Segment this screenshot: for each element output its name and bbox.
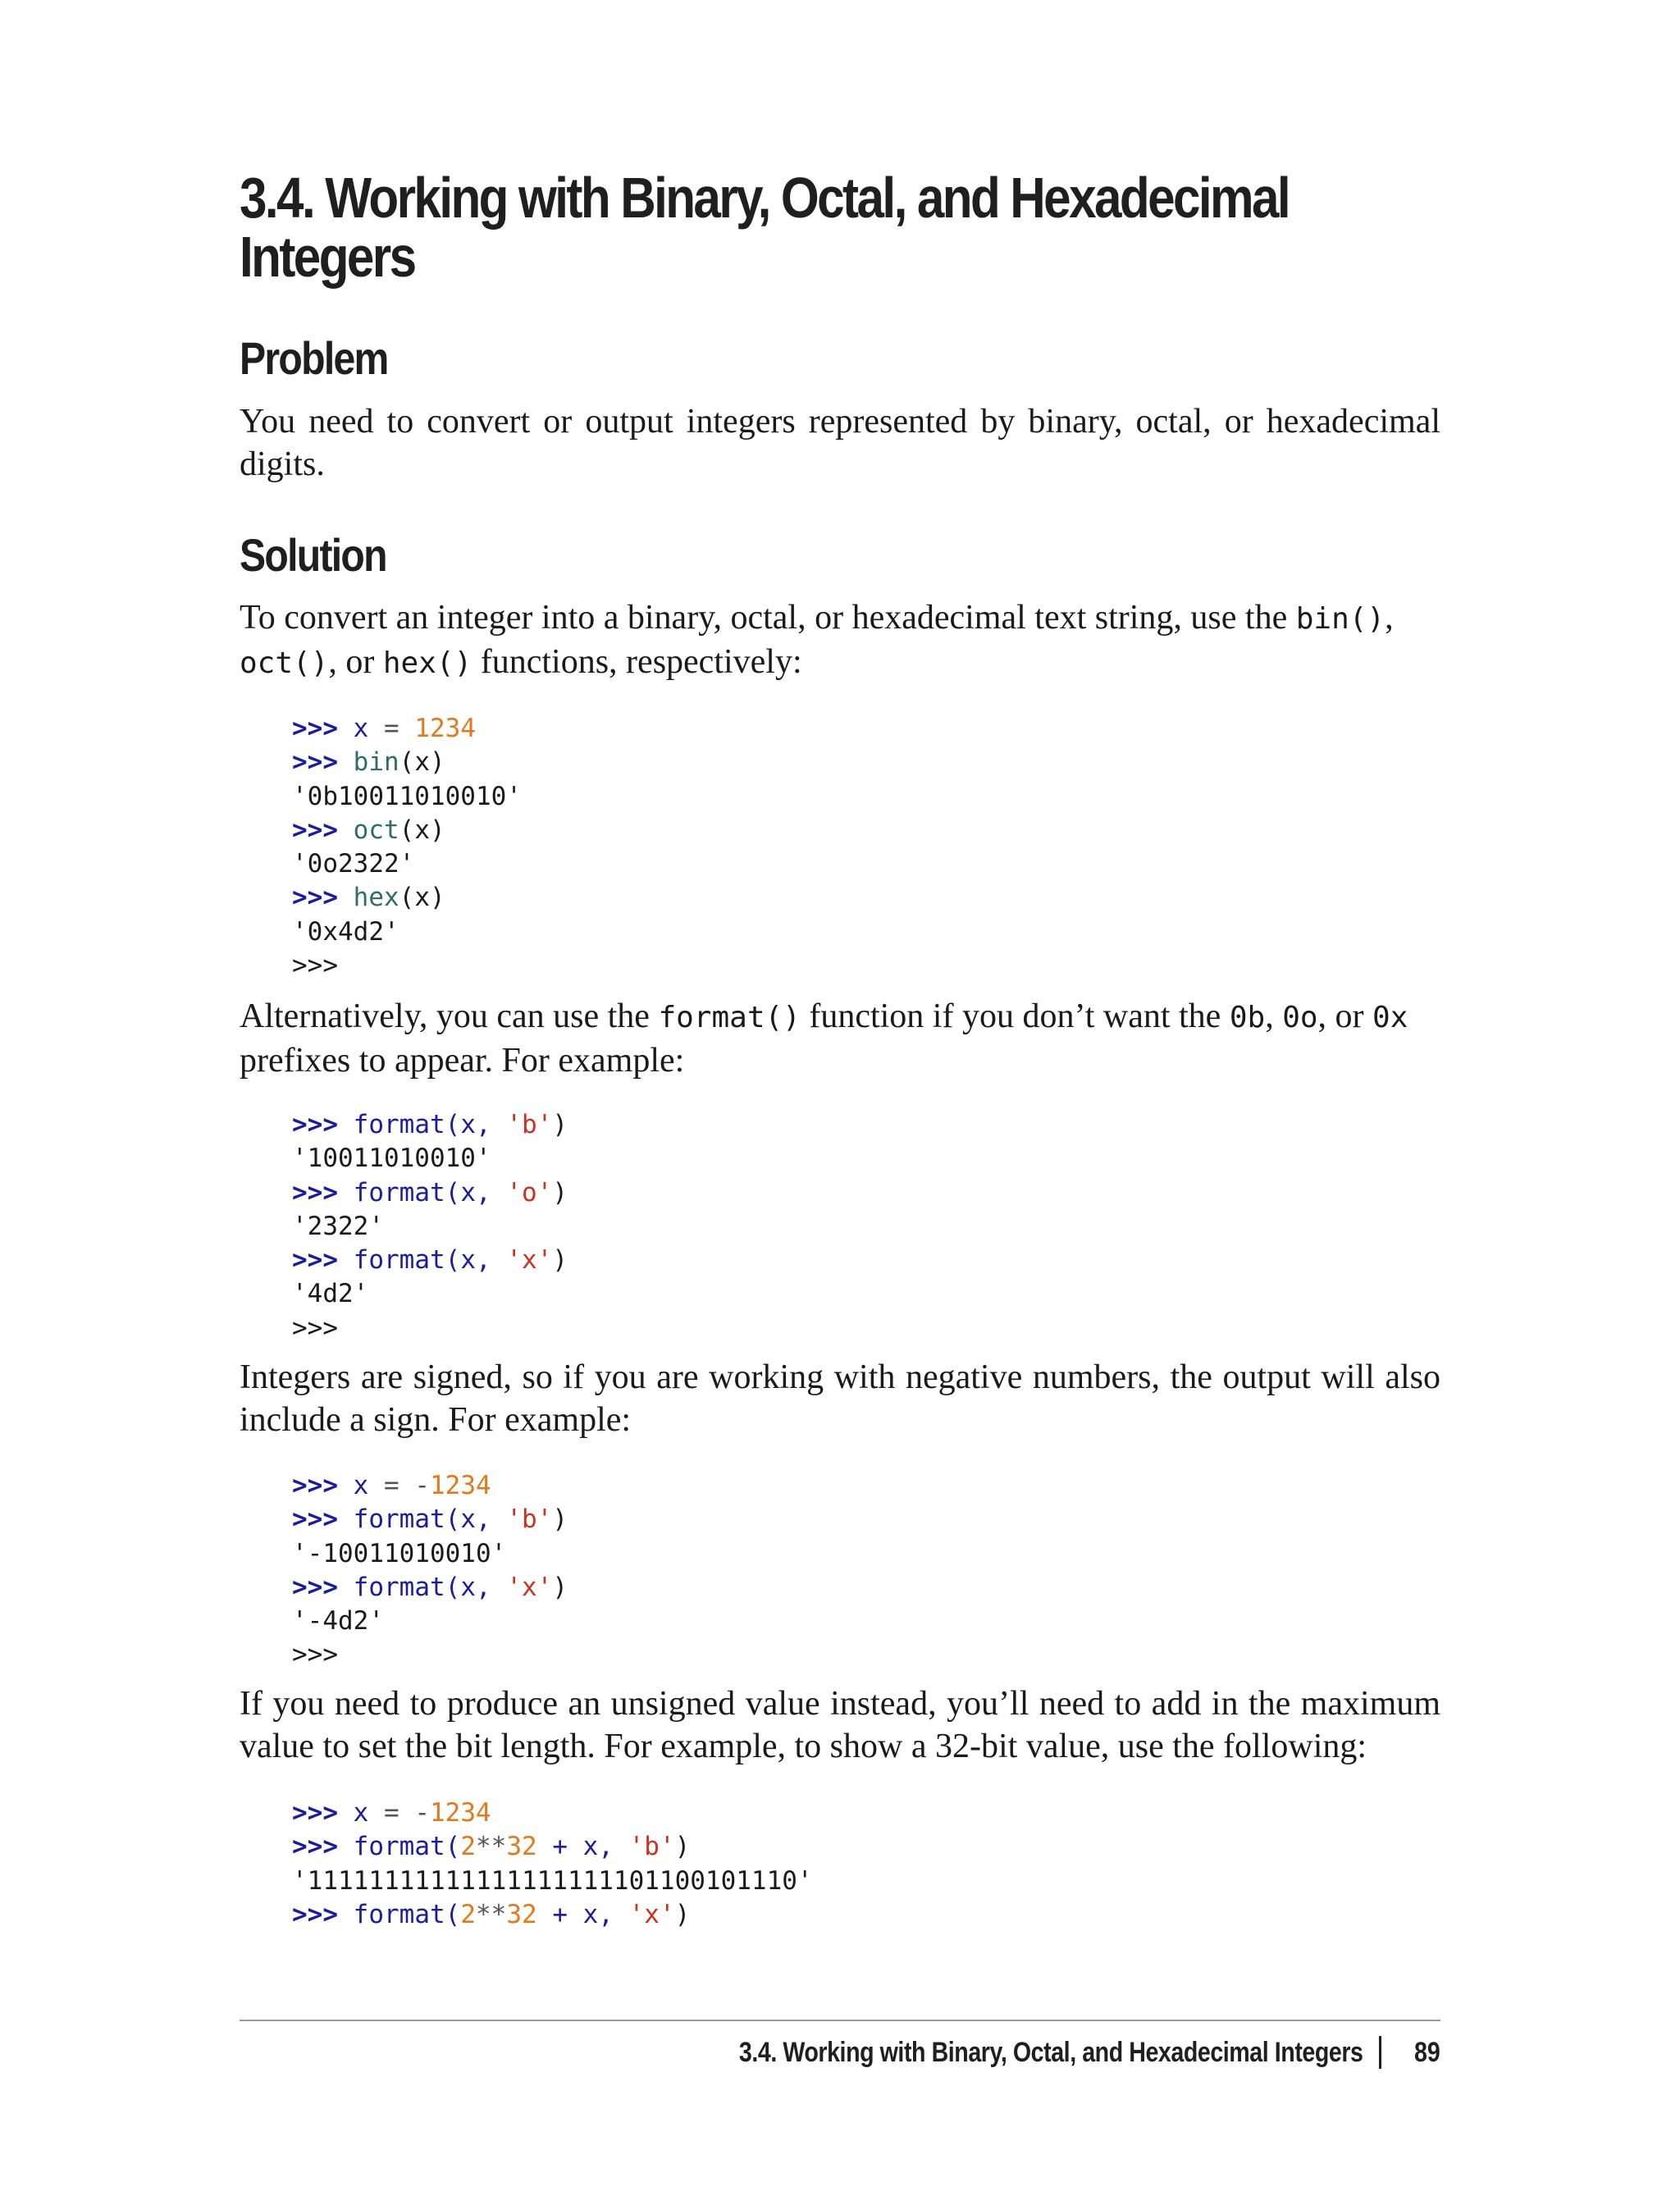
alternative-text <box>240 995 1440 1082</box>
alt-text-part: , <box>1265 998 1283 1035</box>
footer-separator <box>1379 2036 1381 2069</box>
code-string: 'x' <box>628 1899 675 1929</box>
signed-text: Integers are signed, so if you are working with negative numbers, the output will also include a sign. For example: <box>240 1358 1440 1439</box>
code-args: ) <box>674 1832 691 1862</box>
unsigned-text: If you need to produce an unsigned value instead, you’ll need to add in the maximum value to set the bit length. For example, to show a 32-bit value, use the following: <box>240 1685 1440 1765</box>
code-prompt-empty: >>> <box>292 1312 338 1343</box>
inline-code-0o: 0o <box>1282 1001 1318 1034</box>
code-op: ** <box>476 1832 507 1862</box>
code-function: format <box>353 1177 445 1208</box>
solution-text <box>240 596 1440 685</box>
code-prompt: >>> <box>292 1245 338 1276</box>
code-string: 'o' <box>506 1177 553 1208</box>
code-block-format <box>292 1108 568 1345</box>
code-function: format <box>353 1572 445 1602</box>
code-function: bin <box>353 747 399 778</box>
code-op: = <box>368 714 415 743</box>
code-string: 'b' <box>506 1110 553 1139</box>
code-op: = - <box>368 1798 430 1828</box>
code-block-signed <box>292 1469 568 1673</box>
code-prompt-empty: >>> <box>292 1640 338 1670</box>
code-prompt: >>> <box>292 1899 338 1929</box>
page-footer <box>620 2036 1440 2069</box>
code-args: ( <box>445 1832 461 1862</box>
code-number: 32 <box>506 1832 537 1862</box>
code-args: (x, <box>445 1177 507 1208</box>
code-output: '0x4d2' <box>292 916 399 947</box>
code-function: format <box>353 1899 445 1929</box>
section-title <box>240 166 1439 289</box>
solution-text-part: , or <box>328 643 383 681</box>
code-function: format <box>353 1110 445 1139</box>
code-output: '11111111111111111111101100101110' <box>292 1865 813 1896</box>
code-args: ) <box>552 1572 568 1602</box>
code-args: ) <box>552 1245 568 1276</box>
code-output: '-10011010010' <box>292 1538 507 1568</box>
problem-heading: Problem <box>240 332 388 384</box>
code-args: (x) <box>399 747 445 778</box>
inline-code-0b: 0b <box>1229 1001 1266 1034</box>
footer-divider <box>240 2020 1440 2021</box>
alt-text-part: prefixes to appear. For example: <box>240 1042 685 1080</box>
code-prompt: >>> <box>292 1110 338 1139</box>
running-footer-title: 3.4. Working with Binary, Octal, and Hexadecimal Integers <box>738 2036 1363 2068</box>
page-number: 89 <box>1414 2036 1440 2068</box>
code-var: x <box>353 714 369 743</box>
code-args: (x) <box>399 815 445 845</box>
code-function: oct <box>353 815 399 845</box>
inline-code-bin: bin() <box>1295 602 1386 636</box>
code-prompt-empty: >>> <box>292 951 338 981</box>
code-args: (x, <box>445 1572 507 1602</box>
inline-code-format: format() <box>658 1001 801 1034</box>
solution-text-part: functions, respectively: <box>472 643 802 681</box>
code-number: 32 <box>506 1899 537 1929</box>
code-prompt: >>> <box>292 815 338 845</box>
code-prompt: >>> <box>292 1798 338 1828</box>
code-number: 1234 <box>430 1471 491 1500</box>
code-args: ) <box>552 1110 568 1139</box>
code-args: ) <box>552 1504 568 1535</box>
inline-code-hex: hex() <box>382 646 472 680</box>
solution-text-part: To convert an integer into a binary, octal, or hexadecimal text string, use the <box>240 599 1296 637</box>
code-prompt: >>> <box>292 714 338 743</box>
code-args: (x) <box>399 883 445 913</box>
code-args: ( <box>445 1899 461 1929</box>
code-string: 'b' <box>506 1504 553 1535</box>
code-number: 1234 <box>414 714 476 743</box>
code-output: '4d2' <box>292 1279 369 1309</box>
code-op: ** <box>476 1899 507 1929</box>
code-output: '-4d2' <box>292 1606 384 1637</box>
alt-text-part: , or <box>1317 998 1373 1035</box>
code-number: 1234 <box>430 1798 491 1828</box>
code-args: ) <box>552 1177 568 1208</box>
code-function: format <box>353 1504 445 1535</box>
code-string: 'b' <box>628 1832 675 1862</box>
problem-text: You need to convert or output integers represented by binary, octal, or hexadecimal digits. <box>240 403 1440 483</box>
code-output: '0o2322' <box>292 849 415 879</box>
code-prompt: >>> <box>292 1177 338 1208</box>
code-function: format <box>353 1245 445 1276</box>
code-output: '10011010010' <box>292 1144 491 1174</box>
code-output: '2322' <box>292 1211 384 1241</box>
code-function: hex <box>353 883 399 913</box>
code-number: 2 <box>460 1832 476 1862</box>
solution-text-part: , <box>1385 599 1394 637</box>
alt-text-part: function if you don’t want the <box>800 998 1230 1035</box>
section-title-line1: 3.4. Working with Binary, Octal, and Hexadecimal <box>240 166 1290 230</box>
code-prompt: >>> <box>292 1504 338 1535</box>
code-prompt: >>> <box>292 883 338 913</box>
code-prompt: >>> <box>292 1572 338 1602</box>
inline-code-0x: 0x <box>1372 1001 1408 1034</box>
code-prompt: >>> <box>292 1832 338 1862</box>
code-args: ) <box>674 1899 691 1929</box>
code-args: + x, <box>536 1832 629 1862</box>
code-prompt: >>> <box>292 1471 338 1500</box>
code-block-conversion <box>292 712 522 983</box>
code-args: (x, <box>445 1245 507 1276</box>
code-function: format <box>353 1832 445 1862</box>
code-args: (x, <box>445 1110 507 1139</box>
code-number: 2 <box>460 1899 476 1929</box>
inline-code-oct: oct() <box>240 646 329 680</box>
solution-heading: Solution <box>240 529 386 581</box>
code-args: + x, <box>536 1899 629 1929</box>
code-var: x <box>353 1471 369 1500</box>
code-prompt: >>> <box>292 747 338 778</box>
section-title-line2: Integers <box>240 225 415 289</box>
code-string: 'x' <box>506 1572 553 1602</box>
code-output: '0b10011010010' <box>292 781 522 811</box>
code-string: 'x' <box>506 1245 553 1276</box>
code-args: (x, <box>445 1504 507 1535</box>
alt-text-part: Alternatively, you can use the <box>240 998 659 1035</box>
code-var: x <box>353 1798 369 1828</box>
code-op: = - <box>368 1471 430 1500</box>
code-block-unsigned <box>292 1796 813 1932</box>
